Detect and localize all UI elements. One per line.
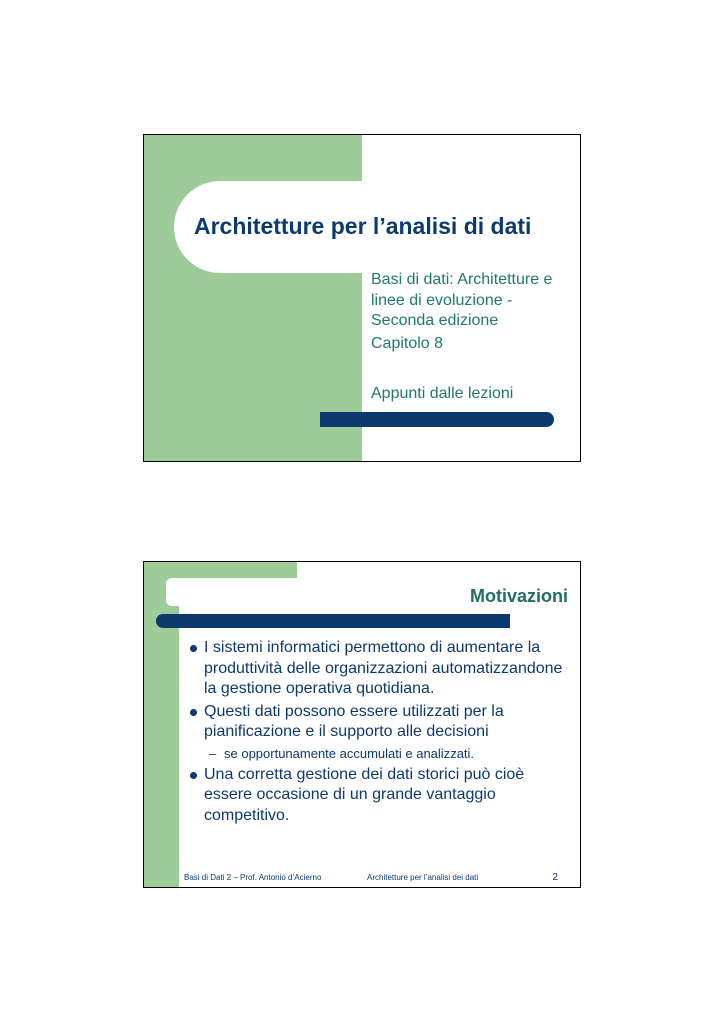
slide-subtitle: Basi di dati: Architetture e linee di evoluzione - Seconda edizione <box>371 271 553 329</box>
bullet-list <box>188 638 568 828</box>
green-side-strip <box>144 562 179 887</box>
navy-accent-bar <box>156 614 510 628</box>
chapter-label: Capitolo 8 <box>371 335 444 352</box>
bullet-text: I sistemi informatici permettono di aumentare la produttività delle organizzazioni automatizzandone la gestione operativa quotidiana. <box>204 639 563 697</box>
slide-title: Architetture per l’analisi di dati <box>194 213 532 239</box>
dash-marker: – <box>209 745 217 761</box>
header-tab <box>166 578 326 606</box>
content-slide <box>143 561 581 888</box>
footer-author: Basi di Dati 2 – Prof. Antonio d’Acierno <box>184 873 322 882</box>
bullet-item <box>188 702 568 763</box>
bullet-text: Questi dati possono essere utilizzati per la pianificazione e il supporto alle decisioni <box>204 702 504 740</box>
navy-accent-bar <box>320 412 554 427</box>
notes-label: Appunti dalle lezioni <box>371 385 514 402</box>
footer-title: Architetture per l’analisi dei dati <box>367 873 479 882</box>
sub-bullet-item <box>204 745 568 763</box>
bullet-item <box>188 638 568 700</box>
bullet-dot-icon <box>190 645 197 652</box>
page-number: 2 <box>552 872 558 883</box>
slide-heading: Motivazioni <box>470 586 568 606</box>
bullet-text: Una corretta gestione dei dati storici può cioè essere occasione di un grande vantaggio competitivo. <box>204 765 525 824</box>
green-top-strip <box>144 562 297 578</box>
bullet-item <box>188 765 568 827</box>
sub-bullet-text: se opportunamente accumulati e analizzati. <box>224 745 475 761</box>
title-slide <box>143 134 581 462</box>
bullet-dot-icon <box>190 772 197 779</box>
bullet-dot-icon <box>190 709 197 716</box>
